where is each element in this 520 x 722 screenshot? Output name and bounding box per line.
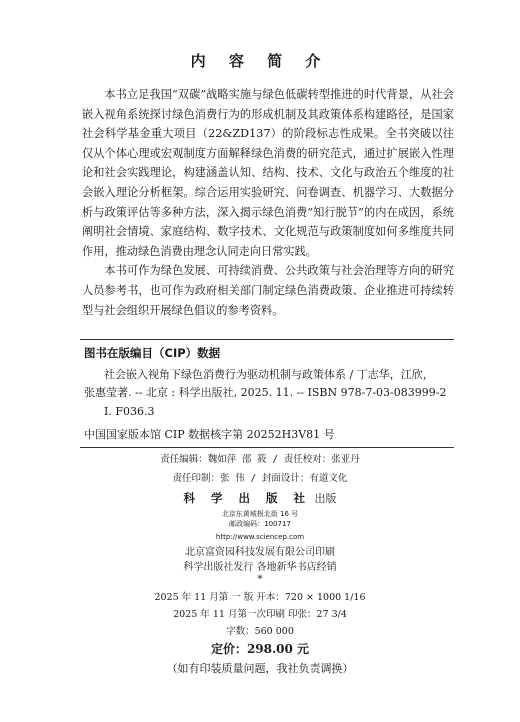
printer-line: 北京富资园科技发展有限公司印刷 bbox=[185, 547, 335, 558]
cip-entry-line-1: 社会嵌入视角下绿色消费行为驱动机制与政策体系 / 丁志华，江欣， bbox=[104, 368, 434, 381]
price: 定价：298.00 元 bbox=[210, 642, 310, 656]
summary-paragraph-1: 本书立足我国“双碳”战略实施与绿色低碳转型推进的时代背景，从社会嵌入视角系统探讨绿色消费行为的形成机制及其政策体系构建路径，是国家社会科学基金重大项目（22&ZD137）的阶段标志性成果。全书突破以往仅从个体心理或宏观制度方面解释绿色消费的研究范式，通过扩展嵌入性理论和社会实践理论，构建涵盖认知、结构、技术、文化与政治五个维度的社会嵌入理论分析框架。综合运用实验研究、问卷调查、机器学习、大数据分析与政策评估等多种方法，深入揭示绿色消费“知行脱节”的内在成因，系统阐明社会情境、家庭结构、数字技术、文化规范与政策制度如何多维度共同作用，推动绿色消费由理念认同走向日常实践。 bbox=[82, 88, 454, 258]
cip-verification-number: 中国国家版本馆 CIP 数据核字第 20252H3V81 号 bbox=[84, 428, 335, 441]
cip-heading: 图书在版编目（CIP）数据 bbox=[84, 346, 221, 360]
separator-star: * bbox=[257, 574, 263, 585]
production-credits: 责任印制：张 伟 / 封面设计：有道文化 bbox=[172, 473, 348, 484]
cip-entry-line-2: 张惠莹著. -- 北京 : 科学出版社, 2025. 11. -- ISBN 978-7-03-083999-2 bbox=[84, 386, 447, 399]
publisher-website: http://www.sciencep.com bbox=[215, 533, 305, 541]
cip-classification: Ⅰ. F036.3 bbox=[104, 405, 155, 418]
publisher-postcode: 邮政编码：100717 bbox=[229, 520, 291, 528]
printing-info: 2025 年 11 月第一次印刷 印张：27 3/4 bbox=[173, 609, 347, 620]
summary-paragraph-2: 本书可作为绿色发展、可持续消费、公共政策与社会治理等方向的研究人员参考书，也可作为政府相关部门制定绿色消费政策、企业推进可持续转型与社会组织开展绿色倡议的参考资料。 bbox=[82, 264, 454, 317]
cip-top-rule bbox=[80, 339, 454, 340]
edition-info: 2025 年 11 月第 一 版 开本：720 × 1000 1/16 bbox=[154, 592, 366, 603]
publisher-line bbox=[0, 490, 520, 506]
publisher-address: 北京东黄城根北街 16 号 bbox=[221, 510, 299, 518]
page-title: 内 容 简 介 bbox=[190, 52, 330, 70]
distributor-line: 科学出版社发行 各地新华书店经销 bbox=[183, 562, 337, 573]
word-count: 字数：560 000 bbox=[226, 626, 294, 637]
publisher-suffix: 出版 bbox=[314, 492, 337, 505]
quality-notice: （如有印装质量问题，我社负责调换） bbox=[166, 662, 354, 675]
publisher-name: 科 学 出 版 社 bbox=[183, 491, 311, 505]
content-summary bbox=[82, 85, 454, 320]
editor-credits: 责任编辑：魏如萍 邵 筱 / 责任校对：张亚丹 bbox=[160, 454, 360, 465]
cip-bottom-rule bbox=[80, 447, 454, 448]
